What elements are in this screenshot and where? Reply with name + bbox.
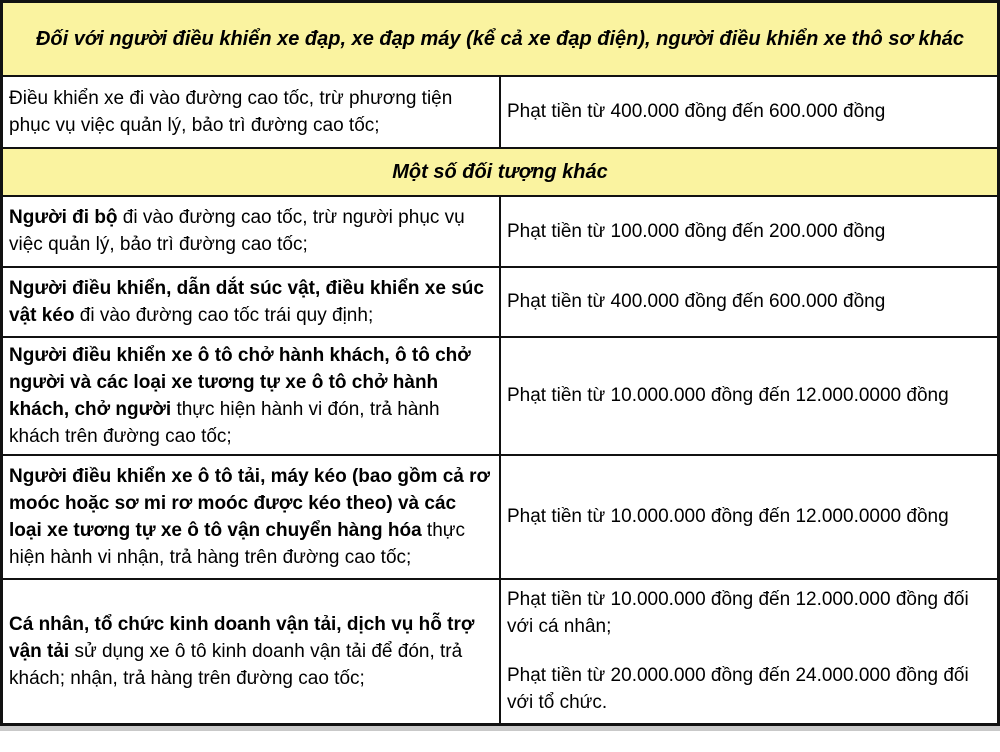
violation-subject: Người điều khiển, dẫn dắt súc vật, điều khiển xe súc vật kéo (9, 277, 484, 326)
table-row (2, 196, 999, 267)
table-row (2, 455, 999, 579)
fine-text-organization: Phạt tiền từ 20.000.000 đồng đến 24.000.000 đồng đối với tổ chức. (507, 665, 969, 714)
violation-cell (2, 455, 501, 579)
fine-cell (500, 579, 999, 725)
violation-cell (2, 196, 501, 267)
violation-text: sử dụng xe ô tô kinh doanh vận tải để đón, trả khách; nhận, trả hàng trên đường cao tốc; (9, 640, 463, 689)
violation-subject: Người đi bộ (9, 207, 118, 228)
violation-cell (2, 267, 501, 337)
table-row (2, 76, 999, 148)
section-header-bicycles: Đối với người điều khiển xe đạp, xe đạp máy (kể cả xe đạp điện), người điều khiển xe thô sơ khác (2, 2, 999, 76)
fine-cell (500, 196, 999, 267)
table-row (2, 337, 999, 455)
fine-cell (500, 455, 999, 579)
fine-cell (500, 267, 999, 337)
section-header-row (2, 2, 999, 76)
fine-text: Phạt tiền từ 100.000 đồng đến 200.000 đồng (507, 220, 886, 242)
section-header-other-subjects: Một số đối tượng khác (2, 148, 999, 196)
violation-subject: Người điều khiển xe ô tô chở hành khách, ô tô chở người và các loại xe tương tự xe ô tô chở hành khách, chở người (9, 344, 471, 420)
violation-subject: Người điều khiển xe ô tô tải, máy kéo (bao gồm cả rơ moóc hoặc sơ mi rơ moóc được kéo theo) và các loại xe tương tự xe ô tô vận chuyển hàng hóa (9, 465, 491, 541)
violation-text: đi vào đường cao tốc, trừ người phục vụ việc quản lý, bảo trì đường cao tốc; (9, 207, 465, 255)
violation-cell (2, 337, 501, 455)
violation-subject: Cá nhân, tổ chức kinh doanh vận tải, dịch vụ hỗ trợ vận tải (9, 613, 475, 662)
fine-text: Phạt tiền từ 10.000.000 đồng đến 12.000.0000 đồng (507, 385, 949, 406)
fine-cell (500, 76, 999, 148)
violation-text: thực hiện hành vi đón, trả hành khách trên đường cao tốc; (9, 398, 440, 447)
bottom-strip (0, 726, 1000, 731)
violation-cell (2, 76, 501, 148)
violation-text: Điều khiển xe đi vào đường cao tốc, trừ phương tiện phục vụ việc quản lý, bảo trì đường cao tốc; (9, 87, 453, 136)
section-header-row (2, 148, 999, 196)
violation-text: thực hiện hành vi nhận, trả hàng trên đường cao tốc; (9, 519, 465, 568)
fine-text-individual: Phạt tiền từ 10.000.000 đồng đến 12.000.000 đồng đối với cá nhân; (507, 589, 969, 638)
violation-cell (2, 579, 501, 725)
fine-cell (500, 337, 999, 455)
fine-text: Phạt tiền từ 400.000 đồng đến 600.000 đồng (507, 101, 886, 122)
table-row (2, 267, 999, 337)
fine-text: Phạt tiền từ 10.000.000 đồng đến 12.000.0000 đồng (507, 506, 949, 527)
table-row (2, 579, 999, 725)
fine-text: Phạt tiền từ 400.000 đồng đến 600.000 đồng (507, 291, 886, 312)
violation-text: đi vào đường cao tốc trái quy định; (74, 304, 374, 326)
